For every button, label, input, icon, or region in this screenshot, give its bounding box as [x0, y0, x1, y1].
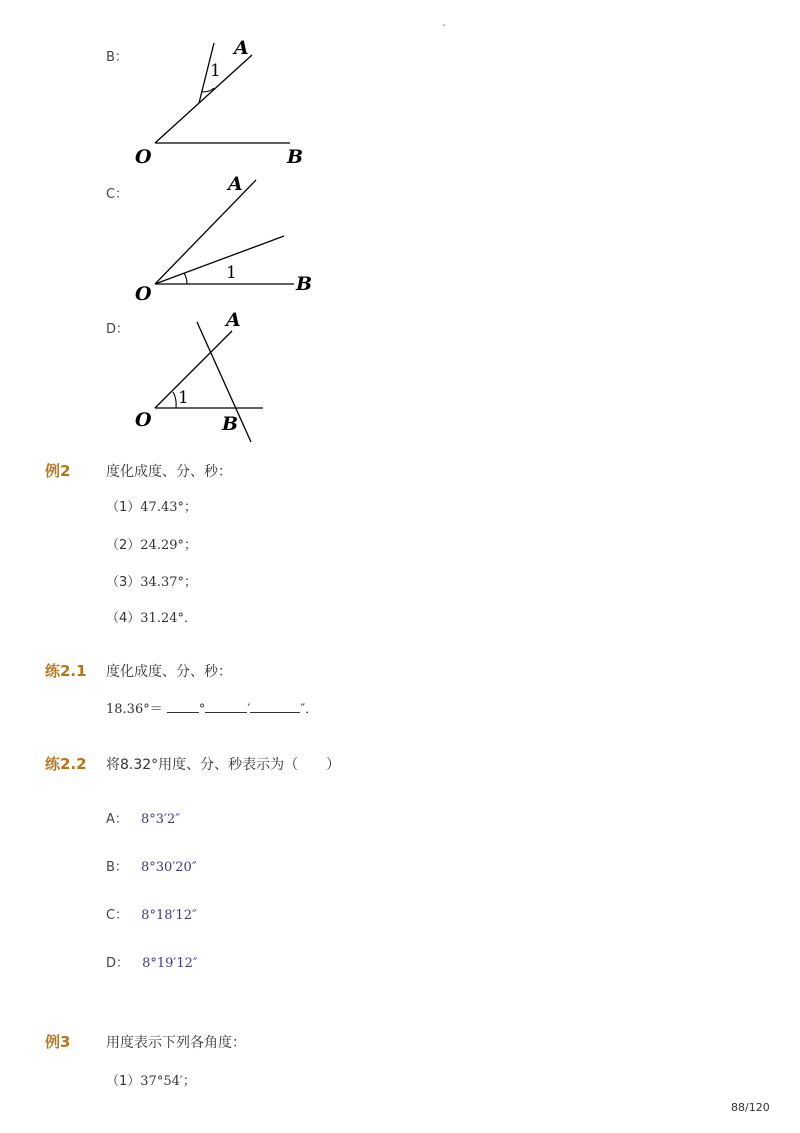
- item-number: （2）: [106, 538, 141, 553]
- example-3-tag: 例3: [45, 1033, 71, 1051]
- figure-c-diagram: [130, 172, 320, 307]
- item-number: （1）: [106, 500, 141, 515]
- item-number: （3）: [106, 575, 141, 590]
- angle-label: 1: [226, 263, 237, 283]
- point-a-label: A: [226, 309, 241, 331]
- example-2-item: [106, 607, 197, 626]
- option-c-label: C：: [106, 187, 129, 202]
- choice-option-a[interactable]: [106, 808, 180, 827]
- point-a-label: A: [228, 173, 243, 195]
- fill-in-blank-line: [106, 698, 318, 717]
- practice-2-2-stem: 将8.32°用度、分、秒表示为（ ）: [106, 757, 341, 773]
- option-d-label: D：: [106, 322, 130, 337]
- point-a-label: A: [234, 37, 249, 59]
- example-3-item: [106, 1070, 196, 1089]
- option-label: A：: [106, 812, 128, 827]
- option-value: 8°3′2″: [141, 812, 181, 827]
- figure-d-diagram: [130, 306, 280, 446]
- option-value: 8°18′12″: [141, 908, 197, 923]
- choice-option-c[interactable]: [106, 904, 197, 923]
- item-value: 34.37°；: [140, 575, 197, 590]
- second-blank[interactable]: [250, 700, 300, 713]
- point-o-label: O: [135, 409, 152, 431]
- item-number: （1）: [106, 1074, 141, 1089]
- option-b-label: B：: [106, 50, 128, 65]
- angle-arc: [184, 273, 187, 284]
- expression: 18.36°＝: [106, 702, 163, 717]
- option-value: 8°19′12″: [142, 956, 198, 971]
- point-b-label: B: [296, 273, 313, 295]
- example-2-item: [106, 571, 197, 590]
- item-value: 37°54′；: [140, 1074, 196, 1089]
- option-label: D：: [106, 956, 130, 971]
- point-o-label: O: [135, 283, 152, 305]
- example-3-stem: 用度表示下列各角度：: [106, 1035, 246, 1051]
- minute-symbol: ′: [247, 702, 251, 717]
- degree-symbol: °: [198, 702, 206, 717]
- ray-oa: [155, 55, 252, 143]
- item-value: 47.43°；: [140, 500, 197, 515]
- ray-oa: [155, 331, 232, 408]
- point-b-label: B: [222, 413, 239, 435]
- option-label: C：: [106, 908, 129, 923]
- option-label: B：: [106, 860, 128, 875]
- practice-2-2-tag: 练2.2: [45, 755, 87, 773]
- figure-b-diagram: [130, 36, 310, 171]
- example-2-item: [106, 534, 197, 553]
- choice-option-d[interactable]: [106, 952, 198, 971]
- item-value: 24.29°；: [140, 538, 197, 553]
- page-number: 88/120: [731, 1101, 770, 1114]
- point-o-label: O: [135, 146, 152, 168]
- ray-oa: [155, 180, 256, 284]
- example-2-tag: 例2: [45, 462, 71, 480]
- practice-2-1-tag: 练2.1: [45, 662, 87, 680]
- angle-arc: [173, 392, 176, 408]
- second-symbol: ″．: [300, 702, 319, 717]
- option-value: 8°30′20″: [141, 860, 197, 875]
- point-b-label: B: [287, 146, 304, 168]
- choice-option-b[interactable]: [106, 856, 197, 875]
- angle-label: 1: [210, 61, 221, 81]
- minute-blank[interactable]: [205, 700, 247, 713]
- example-2-stem: 度化成度、分、秒：: [106, 464, 232, 480]
- example-2-item: [106, 496, 197, 515]
- item-number: （4）: [106, 611, 141, 626]
- angle-label: 1: [178, 388, 189, 408]
- top-mark: -: [442, 20, 446, 31]
- ray-middle: [155, 236, 284, 284]
- item-value: 31.24°．: [140, 611, 197, 626]
- degree-blank[interactable]: [167, 700, 199, 713]
- practice-2-1-stem: 度化成度、分、秒：: [106, 664, 232, 680]
